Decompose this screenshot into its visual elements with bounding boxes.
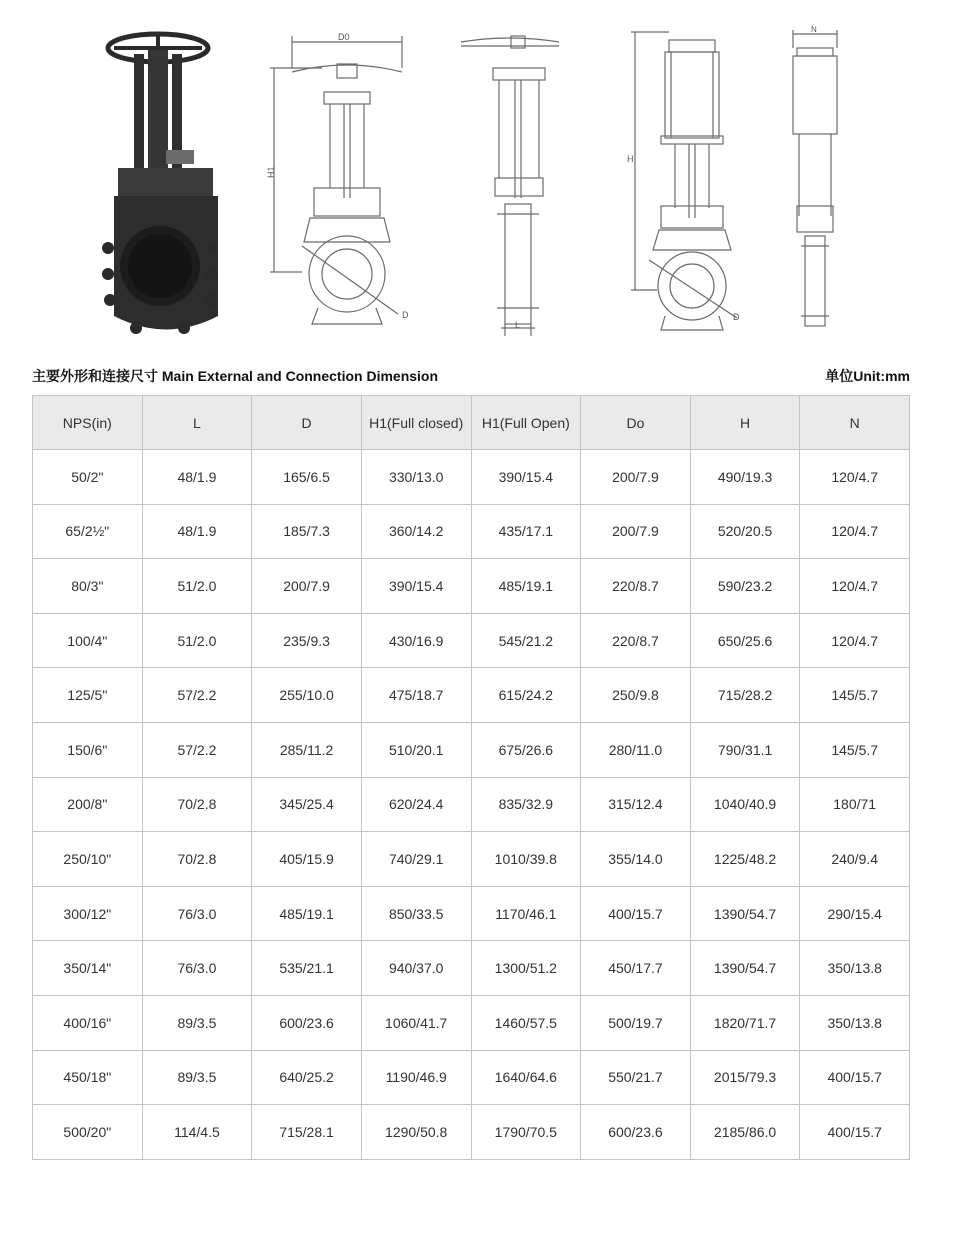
table-cell: 400/15.7 bbox=[581, 886, 691, 941]
table-cell: 390/15.4 bbox=[471, 450, 581, 505]
table-cell: 2185/86.0 bbox=[690, 1105, 800, 1160]
table-cell: 89/3.5 bbox=[142, 1050, 252, 1105]
table-cell: 520/20.5 bbox=[690, 504, 800, 559]
table-cell: 300/12" bbox=[33, 886, 143, 941]
table-cell: 400/16" bbox=[33, 995, 143, 1050]
table-cell: 185/7.3 bbox=[252, 504, 362, 559]
table-row bbox=[33, 450, 910, 505]
table-title: 主要外形和连接尺寸 Main External and Connection Dimension bbox=[32, 368, 439, 384]
table-cell: 400/15.7 bbox=[800, 1050, 910, 1105]
table-cell: 600/23.6 bbox=[252, 995, 362, 1050]
label-l: L bbox=[515, 320, 521, 330]
table-cell: 500/20" bbox=[33, 1105, 143, 1160]
table-cell: 400/15.7 bbox=[800, 1105, 910, 1160]
table-cell: 220/8.7 bbox=[581, 613, 691, 668]
table-cell: 405/15.9 bbox=[252, 832, 362, 887]
table-cell: 100/4" bbox=[33, 613, 143, 668]
table-cell: 650/25.6 bbox=[690, 613, 800, 668]
table-cell: 120/4.7 bbox=[800, 450, 910, 505]
drawing-handwheel-front bbox=[262, 28, 422, 348]
table-cell: 550/21.7 bbox=[581, 1050, 691, 1105]
table-cell: 76/3.0 bbox=[142, 941, 252, 996]
table-cell: 1170/46.1 bbox=[471, 886, 581, 941]
table-cell: 220/8.7 bbox=[581, 559, 691, 614]
table-row bbox=[33, 504, 910, 559]
table-cell: 435/17.1 bbox=[471, 504, 581, 559]
table-cell: 1010/39.8 bbox=[471, 832, 581, 887]
table-cell: 850/33.5 bbox=[361, 886, 471, 941]
table-cell: 57/2.2 bbox=[142, 722, 252, 777]
table-cell: 70/2.8 bbox=[142, 777, 252, 832]
col-header-l: L bbox=[142, 396, 252, 450]
table-cell: 350/13.8 bbox=[800, 995, 910, 1050]
col-header-nps: NPS(in) bbox=[33, 396, 143, 450]
table-cell: 1190/46.9 bbox=[361, 1050, 471, 1105]
table-cell: 430/16.9 bbox=[361, 613, 471, 668]
table-cell: 89/3.5 bbox=[142, 995, 252, 1050]
table-row bbox=[33, 613, 910, 668]
table-cell: 360/14.2 bbox=[361, 504, 471, 559]
table-cell: 180/71 bbox=[800, 777, 910, 832]
table-cell: 145/5.7 bbox=[800, 722, 910, 777]
table-cell: 76/3.0 bbox=[142, 886, 252, 941]
table-cell: 250/9.8 bbox=[581, 668, 691, 723]
table-cell: 165/6.5 bbox=[252, 450, 362, 505]
table-cell: 51/2.0 bbox=[142, 613, 252, 668]
product-figures bbox=[0, 0, 960, 350]
table-cell: 1060/41.7 bbox=[361, 995, 471, 1050]
table-cell: 120/4.7 bbox=[800, 559, 910, 614]
table-cell: 1040/40.9 bbox=[690, 777, 800, 832]
table-cell: 475/18.7 bbox=[361, 668, 471, 723]
table-cell: 250/10" bbox=[33, 832, 143, 887]
label-d: D bbox=[402, 310, 409, 320]
valve-photo bbox=[100, 28, 230, 343]
col-header-n: N bbox=[800, 396, 910, 450]
table-row bbox=[33, 832, 910, 887]
table-cell: 485/19.1 bbox=[471, 559, 581, 614]
label-h1: H1 bbox=[266, 166, 276, 178]
table-cell: 235/9.3 bbox=[252, 613, 362, 668]
table-cell: 675/26.6 bbox=[471, 722, 581, 777]
table-cell: 200/7.9 bbox=[581, 504, 691, 559]
table-cell: 114/4.5 bbox=[142, 1105, 252, 1160]
table-cell: 790/31.1 bbox=[690, 722, 800, 777]
table-cell: 280/11.0 bbox=[581, 722, 691, 777]
table-cell: 450/17.7 bbox=[581, 941, 691, 996]
table-row bbox=[33, 559, 910, 614]
table-cell: 740/29.1 bbox=[361, 832, 471, 887]
table-cell: 315/12.4 bbox=[581, 777, 691, 832]
col-header-h: H bbox=[690, 396, 800, 450]
table-cell: 200/7.9 bbox=[252, 559, 362, 614]
table-cell: 715/28.2 bbox=[690, 668, 800, 723]
table-cell: 255/10.0 bbox=[252, 668, 362, 723]
col-header-do: Do bbox=[581, 396, 691, 450]
table-cell: 490/19.3 bbox=[690, 450, 800, 505]
table-cell: 1460/57.5 bbox=[471, 995, 581, 1050]
table-cell: 620/24.4 bbox=[361, 777, 471, 832]
drawing-handwheel-side bbox=[455, 28, 565, 343]
label-n: N bbox=[811, 26, 817, 34]
label-d-2: D bbox=[733, 312, 740, 322]
col-header-h1-closed: H1(Full closed) bbox=[361, 396, 471, 450]
unit-label: 单位Unit:mm bbox=[825, 368, 910, 384]
table-cell: 57/2.2 bbox=[142, 668, 252, 723]
table-cell: 80/3" bbox=[33, 559, 143, 614]
table-cell: 1390/54.7 bbox=[690, 941, 800, 996]
table-row bbox=[33, 941, 910, 996]
table-row bbox=[33, 886, 910, 941]
table-cell: 345/25.4 bbox=[252, 777, 362, 832]
table-cell: 600/23.6 bbox=[581, 1105, 691, 1160]
drawing-pneumatic-front bbox=[625, 28, 755, 338]
table-row bbox=[33, 668, 910, 723]
table-cell: 450/18" bbox=[33, 1050, 143, 1105]
label-h: H bbox=[627, 154, 634, 164]
table-cell: 390/15.4 bbox=[361, 559, 471, 614]
table-cell: 590/23.2 bbox=[690, 559, 800, 614]
col-header-d: D bbox=[252, 396, 362, 450]
table-row bbox=[33, 777, 910, 832]
table-body bbox=[33, 450, 910, 1160]
table-row bbox=[33, 1105, 910, 1160]
table-cell: 1225/48.2 bbox=[690, 832, 800, 887]
table-cell: 355/14.0 bbox=[581, 832, 691, 887]
table-row bbox=[33, 722, 910, 777]
table-cell: 535/21.1 bbox=[252, 941, 362, 996]
table-cell: 640/25.2 bbox=[252, 1050, 362, 1105]
table-cell: 50/2" bbox=[33, 450, 143, 505]
table-cell: 290/15.4 bbox=[800, 886, 910, 941]
table-cell: 545/21.2 bbox=[471, 613, 581, 668]
table-cell: 940/37.0 bbox=[361, 941, 471, 996]
table-cell: 145/5.7 bbox=[800, 668, 910, 723]
table-cell: 350/13.8 bbox=[800, 941, 910, 996]
table-cell: 1790/70.5 bbox=[471, 1105, 581, 1160]
table-cell: 500/19.7 bbox=[581, 995, 691, 1050]
table-cell: 510/20.1 bbox=[361, 722, 471, 777]
table-cell: 48/1.9 bbox=[142, 450, 252, 505]
table-cell: 330/13.0 bbox=[361, 450, 471, 505]
table-cell: 200/8" bbox=[33, 777, 143, 832]
table-cell: 65/2½" bbox=[33, 504, 143, 559]
table-cell: 1300/51.2 bbox=[471, 941, 581, 996]
table-cell: 1640/64.6 bbox=[471, 1050, 581, 1105]
table-cell: 1390/54.7 bbox=[690, 886, 800, 941]
table-cell: 835/32.9 bbox=[471, 777, 581, 832]
table-cell: 1290/50.8 bbox=[361, 1105, 471, 1160]
table-cell: 350/14" bbox=[33, 941, 143, 996]
table-cell: 615/24.2 bbox=[471, 668, 581, 723]
table-cell: 70/2.8 bbox=[142, 832, 252, 887]
table-cell: 715/28.1 bbox=[252, 1105, 362, 1160]
table-cell: 485/19.1 bbox=[252, 886, 362, 941]
table-cell: 150/6" bbox=[33, 722, 143, 777]
drawing-pneumatic-side bbox=[785, 26, 845, 336]
table-cell: 1820/71.7 bbox=[690, 995, 800, 1050]
table-cell: 2015/79.3 bbox=[690, 1050, 800, 1105]
col-header-h1-open: H1(Full Open) bbox=[471, 396, 581, 450]
table-cell: 120/4.7 bbox=[800, 613, 910, 668]
table-cell: 120/4.7 bbox=[800, 504, 910, 559]
header-row bbox=[33, 396, 910, 450]
table-row bbox=[33, 1050, 910, 1105]
table-cell: 51/2.0 bbox=[142, 559, 252, 614]
label-do: D0 bbox=[338, 32, 350, 42]
table-cell: 125/5" bbox=[33, 668, 143, 723]
table-cell: 200/7.9 bbox=[581, 450, 691, 505]
table-cell: 240/9.4 bbox=[800, 832, 910, 887]
table-row bbox=[33, 995, 910, 1050]
table-cell: 285/11.2 bbox=[252, 722, 362, 777]
dimension-table bbox=[32, 395, 910, 1160]
table-cell: 48/1.9 bbox=[142, 504, 252, 559]
